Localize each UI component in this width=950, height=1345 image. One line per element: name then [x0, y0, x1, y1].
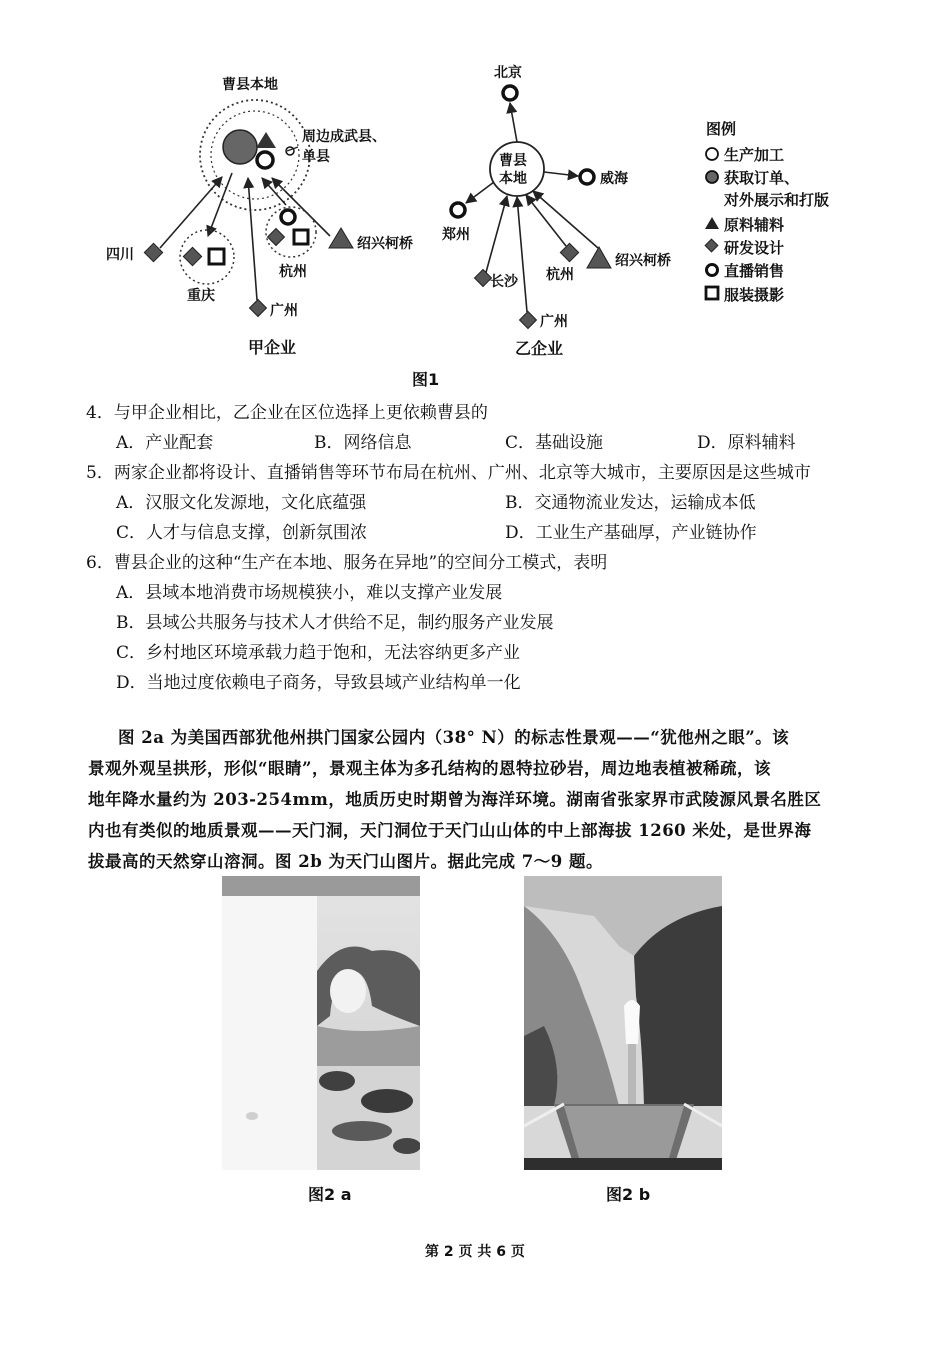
hangzhou-b-design-icon [560, 243, 578, 261]
page-footer: 第 2 页 共 6 页 [425, 1244, 525, 1260]
q4-option-c: C．基础设施 [505, 433, 604, 453]
hangzhou-design-icon [268, 229, 285, 246]
chongqing-photo-icon [209, 249, 224, 264]
legend-title: 图例 [706, 120, 737, 138]
legend-order-icon [706, 171, 718, 183]
passage-line-3: 地年降水量约为 203-254mm，地质历史时期曾为海洋环境。湖南省张家界市武陵源风景名胜区 [88, 790, 822, 809]
guangzhou-b-design-icon [520, 312, 537, 329]
legend-item-material: 原料辅料 [724, 216, 785, 234]
q6-option-d: D．当地过度依赖电子商务，导致县域产业结构单一化 [116, 673, 521, 693]
order-display-icon [223, 130, 257, 164]
legend-live-icon [707, 265, 718, 276]
passage-line-4: 内也有类似的地质景观——天门洞，天门洞位于天门山山体的中上部海拔 1260 米处，是世界海 [88, 821, 812, 840]
legend-item-production: 生产加工 [724, 146, 785, 164]
a-city-shaoxing: 绍兴柯桥 [357, 236, 413, 252]
weihai-live-icon [580, 170, 594, 184]
legend-item-order: 获取订单、 对外展示和打版 [724, 169, 830, 209]
b-city-changsha: 长沙 [490, 274, 518, 290]
figure2b-photo [524, 876, 722, 1170]
hangzhou-photo-icon [294, 230, 308, 244]
sichuan-design-icon [144, 243, 162, 261]
question-6-stem: 6．曹县企业的这种“生产在本地、服务在异地”的空间分工模式，表明 [86, 553, 608, 573]
b-city-weihai: 威海 [600, 171, 628, 187]
a-city-guangzhou: 广州 [270, 303, 298, 319]
b-city-beijing: 北京 [494, 65, 522, 81]
b-city-guangzhou: 广州 [540, 314, 568, 330]
b-center-label: 曹县 本地 [499, 153, 527, 187]
passage-line-5: 拔最高的天然穿山溶洞。图 2b 为天门山图片。据此完成 7～9 题。 [88, 852, 603, 871]
figure2a-caption: 图2 a [308, 1185, 352, 1204]
live-sales-icon [257, 152, 273, 168]
q6-option-c: C．乡村地区环境承载力趋于饱和，无法容纳更多产业 [116, 643, 521, 663]
legend-item-design: 研发设计 [724, 239, 785, 257]
passage-line-1: 图 2a 为美国西部犹他州拱门国家公园内（38° N）的标志性景观——“犹他州之眼”。该 [118, 728, 790, 747]
b-city-zhengzhou: 郑州 [442, 227, 470, 243]
shaoxing-material-icon [329, 228, 353, 248]
hangzhou-live-icon [281, 210, 295, 224]
b-city-shaoxing: 绍兴柯桥 [615, 253, 671, 269]
shaoxing-b-material-icon [587, 247, 611, 268]
figure1-caption: 图1 [412, 370, 440, 389]
a-city-hangzhou: 杭州 [279, 264, 307, 280]
a-city-chongqing: 重庆 [187, 288, 215, 304]
legend-item-photo: 服装摄影 [724, 286, 785, 304]
q5-option-d: D．工业生产基础厚，产业链协作 [505, 523, 757, 543]
b-city-hangzhou: 杭州 [546, 267, 574, 283]
enterprise-b-diagram [451, 86, 611, 328]
q5-option-a: A．汉服文化发源地，文化底蕴强 [116, 493, 367, 513]
q5-option-c: C．人才与信息支撑，创新氛围浓 [116, 523, 368, 543]
changsha-design-icon [475, 270, 492, 287]
question-5-stem: 5．两家企业都将设计、直播销售等环节布局在杭州、广州、北京等大城市，主要原因是这些城市 [86, 463, 811, 483]
question-4-stem: 4．与甲企业相比，乙企业在区位选择上更依赖曹县的 [86, 403, 488, 423]
q4-option-b: B．网络信息 [314, 433, 412, 453]
passage [88, 722, 888, 877]
legend-symbols [705, 148, 719, 299]
legend-photo-icon [706, 287, 718, 299]
enterprise-a-label: 甲企业 [248, 338, 297, 357]
legend-design-icon [705, 239, 718, 252]
zhengzhou-live-icon [451, 203, 465, 217]
q5-option-b: B．交通物流业发达，运输成本低 [505, 493, 756, 513]
q4-option-a: A．产业配套 [116, 433, 214, 453]
a-nearby-label: 周边成武县、 单县 [302, 129, 386, 165]
guangzhou-design-icon [250, 300, 267, 317]
raw-material-icon [256, 132, 276, 148]
figure2a-photo [222, 876, 420, 1170]
q6-option-b: B．县域公共服务与技术人才供给不足，制约服务产业发展 [116, 613, 554, 633]
legend-production-icon [706, 148, 718, 160]
passage-line-2: 景观外观呈拱形，形似“眼睛”，景观主体为多孔结构的恩特拉砂岩，周边地表植被稀疏，该 [88, 759, 771, 778]
beijing-live-icon [503, 86, 517, 100]
a-center-label: 曹县本地 [222, 77, 278, 93]
q4-option-d: D．原料辅料 [697, 433, 796, 453]
chongqing-design-icon [183, 247, 201, 265]
figure2b-caption: 图2 b [606, 1185, 651, 1204]
a-city-sichuan: 四川 [106, 247, 134, 263]
enterprise-b-label: 乙企业 [515, 339, 564, 358]
q6-option-a: A．县域本地消费市场规模狭小，难以支撑产业发展 [116, 583, 503, 603]
legend-item-live: 直播销售 [724, 262, 785, 280]
legend-material-icon [705, 217, 719, 229]
